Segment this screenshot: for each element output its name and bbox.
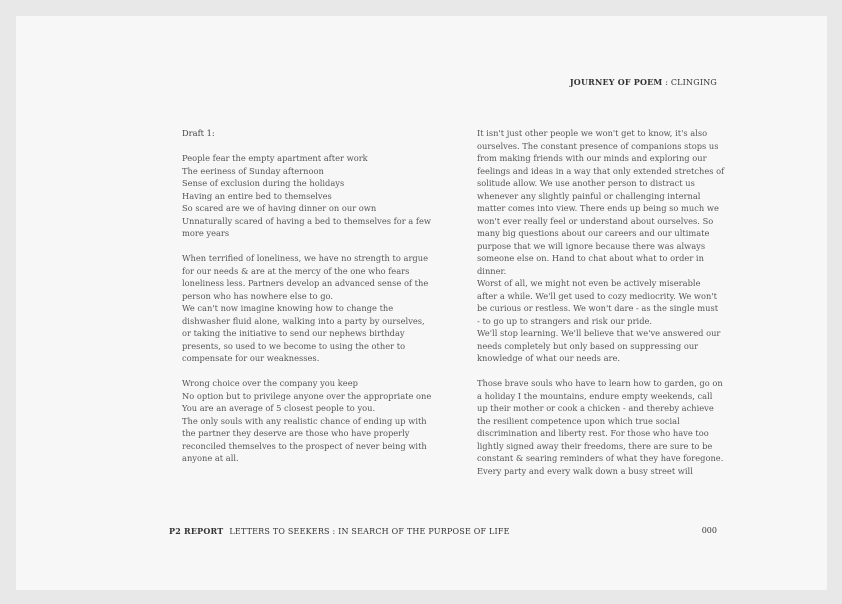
text-line: We'll stop learning. We'll believe that we've answered our bbox=[477, 328, 721, 338]
text-line: The eeriness of Sunday afternoon bbox=[182, 165, 324, 176]
paragraph-gap bbox=[182, 365, 434, 378]
text-line: solitude allow. We use another person to distract us bbox=[477, 178, 695, 188]
text-line: constant & searing reminders of what they have foregone. bbox=[477, 453, 724, 463]
text-line: compensate for our weaknesses. bbox=[182, 353, 320, 363]
text-line: for our needs & are at the mercy of the one who fears bbox=[182, 265, 410, 276]
text-line: purpose that we will ignore because there was always bbox=[477, 240, 706, 251]
right-block-1 bbox=[477, 127, 725, 365]
text-line: dishwasher fluid alone, walking into a party by ourselves, bbox=[182, 315, 425, 326]
text-line: Sense of exclusion during the holidays bbox=[182, 178, 345, 188]
text-line: When terrified of loneliness, we have no strength to argue bbox=[182, 253, 428, 263]
text-line: loneliness less. Partners develop an advanced sense of the bbox=[182, 278, 429, 288]
right-block-2 bbox=[477, 377, 722, 477]
right-column bbox=[477, 127, 725, 477]
text-line: Unnaturally scared of having a bed to themselves for a few bbox=[182, 215, 431, 226]
header-title-rest: : CLINGING bbox=[662, 78, 717, 87]
text-line: So scared are we of having dinner on our own bbox=[182, 203, 377, 213]
text-line: anyone at all. bbox=[182, 453, 239, 463]
left-block-1 bbox=[182, 152, 434, 240]
document-page bbox=[16, 16, 827, 590]
text-line: someone else on. Hand to chat about what to order in bbox=[477, 253, 704, 263]
text-line: - to go up to strangers and risk our pride. bbox=[477, 315, 653, 326]
text-line: It isn't just other people we won't get to know, it's also bbox=[477, 128, 708, 138]
text-line: whenever any slightly painful or challenging internal bbox=[477, 190, 701, 201]
text-line: a holiday I the mountains, endure empty weekends, call bbox=[477, 390, 713, 401]
left-column bbox=[182, 127, 434, 465]
text-line: No option but to privilege anyone over the appropriate one bbox=[182, 390, 432, 401]
text-line: or taking the initiative to send our nephews birthday bbox=[182, 328, 405, 338]
text-line: Every party and every walk down a busy street will bbox=[477, 465, 693, 476]
footer-subtitle: LETTERS TO SEEKERS : IN SEARCH OF THE PURPOSE OF LIFE bbox=[229, 527, 510, 536]
text-line: The only souls with any realistic chance of ending up with bbox=[182, 415, 427, 426]
text-line: matter comes into view. There ends up being so much we bbox=[477, 203, 719, 213]
text-line: Having an entire bed to themselves bbox=[182, 190, 332, 201]
text-line: after a while. We'll get used to cozy mediocrity. We won't bbox=[477, 290, 717, 301]
text-line: Those brave souls who have to learn how to garden, go on bbox=[477, 378, 723, 388]
paragraph-gap bbox=[477, 365, 722, 378]
text-line: person who has nowhere else to go. bbox=[182, 290, 334, 301]
page-number: 000 bbox=[701, 526, 717, 535]
text-line: needs completely but only based on suppressing our bbox=[477, 340, 699, 351]
text-line: many big questions about our careers and our ultimate bbox=[477, 228, 710, 238]
left-block-2 bbox=[182, 252, 434, 365]
text-line: the partner they deserve are those who have properly bbox=[182, 428, 410, 438]
text-line: Worst of all, we might not even be actively miserable bbox=[477, 278, 701, 288]
text-line: be curious or restless. We won't dare - as the single must bbox=[477, 303, 719, 313]
text-line: People fear the empty apartment after work bbox=[182, 153, 368, 163]
text-line: You are an average of 5 closest people to you. bbox=[182, 403, 376, 413]
text-line: won't ever really feel or understand about ourselves. So bbox=[477, 215, 714, 226]
draft-label: Draft 1: bbox=[182, 128, 215, 138]
page-footer bbox=[169, 526, 510, 536]
text-line: more years bbox=[182, 228, 230, 238]
text-line: up their mother or cook a chicken - and thereby achieve bbox=[477, 403, 714, 413]
left-block-3 bbox=[182, 377, 434, 465]
paragraph-gap bbox=[182, 240, 434, 253]
text-line: reconciled themselves to the prospect of never being with bbox=[182, 440, 427, 451]
text-line: ourselves. The constant presence of companions stops us bbox=[477, 140, 719, 151]
text-line: presents, so used to we become to using the other to bbox=[182, 340, 406, 351]
text-line: the resilient competence upon which true social bbox=[477, 415, 680, 426]
header-title-bold: JOURNEY OF POEM bbox=[569, 77, 663, 87]
text-line: We can't now imagine knowing how to change the bbox=[182, 303, 394, 313]
text-line: discrimination and liberty rest. For those who have too bbox=[477, 428, 709, 438]
text-line: feelings and ideas in a way that only extended stretches of bbox=[477, 165, 725, 176]
text-line: Wrong choice over the company you keep bbox=[182, 378, 358, 388]
text-line: dinner. bbox=[477, 265, 507, 276]
page-header-title bbox=[570, 77, 717, 87]
text-line: from making friends with our minds and exploring our bbox=[477, 153, 707, 163]
text-line: lightly signed away their freedoms, there are sure to be bbox=[477, 440, 713, 451]
text-line: knowledge of what our needs are. bbox=[477, 353, 621, 363]
footer-report-label: P2 REPORT bbox=[169, 526, 224, 536]
